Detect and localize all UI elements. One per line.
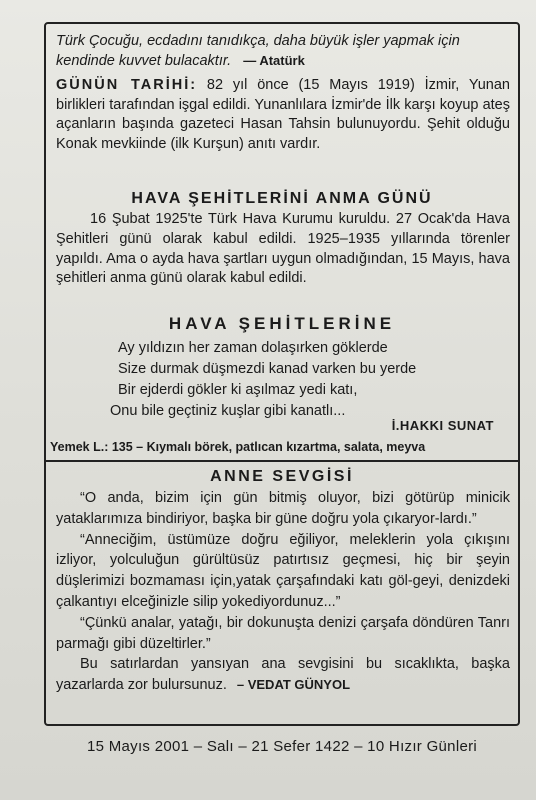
- paragraph: Bu satırlardan yansıyan ana sevgisini bu sıcaklıkta, başka yazarlarda zor bulursunuz. – VEDAT GÜNYOL: [56, 656, 510, 694]
- poem-line: Size durmak düşmezdi kanad varken bu yerde: [118, 361, 417, 377]
- poem: [110, 338, 510, 422]
- poem-line: Onu bile geçtiniz kuşlar gibi kanatlı...: [110, 403, 346, 419]
- quote-text: Türk Çocuğu, ecdadını tanıdıkça, daha büyük işler yapmak için kendinde kuvvet bulacaktır.: [56, 33, 460, 69]
- section-divider: [46, 460, 518, 462]
- date-footer: 15 Mayıs 2001 – Salı – 21 Sefer 1422 – 10 Hızır Günleri: [86, 738, 478, 755]
- paragraph: “Çünkü analar, yatağı, bir dokunuşta denizi çarşafa döndüren Tanrı parmağı gibi düzeltirler.”: [56, 614, 510, 652]
- anne-sevgisi-text: [56, 488, 510, 696]
- gunun-tarihi: [56, 76, 510, 154]
- poem-line: Bir ejderdi gökler ki aşılmaz yedi katı,: [118, 382, 358, 398]
- hava-anma-body: 16 Şubat 1925'te Türk Hava Kurumu kuruldu. 27 Ocak'da Hava Şehitleri günü olarak kabul edildi. 1925–1935 yıllarında törenler yapıldı. Ama o ayda hava şartları uygun olmadığından, 15 Mayıs, hava şehitleri anma günü olarak kabul edildi.: [56, 211, 510, 287]
- menu-line: Yemek L.: 135 – Kıymalı börek, patlıcan kızartma, salata, meyva: [50, 440, 426, 454]
- ataturk-quote: [56, 32, 510, 71]
- anne-sevgisi-author: – VEDAT GÜNYOL: [236, 677, 351, 693]
- hava-anma-text: [56, 210, 510, 289]
- poem-title: HAVA ŞEHİTLERİNE: [168, 314, 396, 333]
- gunun-tarihi-text: 82 yıl önce (15 Mayıs 1919) İzmir, Yunan birlikleri tarafından işgal edildi. Yunanlılara İzmir'de İlk karşı koyup ateş açanların başında gazeteci Hasan Tahsin bulunuyordu. Şehit olduğu Konak mevkiinde (ilk Kurşun) anıtı vardır.: [56, 77, 510, 152]
- content-frame: [44, 22, 520, 726]
- quote-author: — Atatürk: [243, 53, 305, 68]
- poem-line: Ay yıldızın her zaman dolaşırken göklerde: [118, 340, 388, 356]
- poem-author: İ.HAKKI SUNAT: [391, 418, 494, 433]
- gunun-tarihi-label: GÜNÜN TARİHİ:: [56, 77, 198, 93]
- hava-anma-title: HAVA ŞEHİTLERİNİ ANMA GÜNÜ: [131, 190, 433, 207]
- anne-sevgisi-title: ANNE SEVGİSİ: [210, 468, 354, 485]
- paragraph: “O anda, bizim için gün bitmiş oluyor, bizi götürüp minicik yataklarımıza bindiriyor, başka bir güne doğru yola çıkaryor-lardı.”: [56, 490, 510, 527]
- paragraph: “Anneciğim, üstümüze doğru eğiliyor, meleklerin yola çıkışını izliyor, yolculuğun gürültüsüz patırtısız geçmesi, hiç bir şeyin düşlerimizi bozmaması için,yatak çarşafındaki katı göl-geyi, denizdeki çalkantıyı elceğinizle silip yokediyordunuz...”: [56, 531, 510, 610]
